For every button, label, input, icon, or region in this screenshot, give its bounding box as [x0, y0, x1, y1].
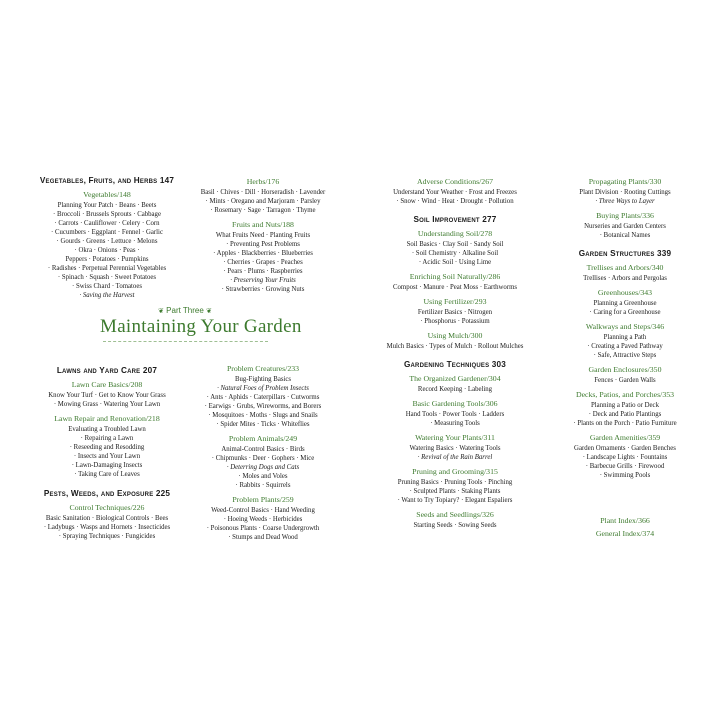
entry-line: · Broccoli · Brussels Sprouts · Cabbage [53, 211, 161, 218]
section-title: Greenhouses/343 [597, 288, 653, 297]
entry-line: · Mowing Grass · Watering Your Lawn [53, 401, 161, 408]
entry-line: Pruning Basics · Pruning Tools · Pinching [397, 479, 513, 486]
entry-line: · Apples · Blackberries · Blueberries [213, 250, 313, 257]
part-heading-title: Soil Improvement [413, 215, 480, 224]
section-title: Seeds and Seedlings/326 [416, 510, 494, 519]
entry-line: · Caring for a Greenhouse [589, 309, 661, 316]
entry-line: · Swimming Pools [599, 472, 651, 479]
entry-line: Nurseries and Garden Centers [584, 223, 666, 230]
section-title: Buying Plants/336 [596, 211, 654, 220]
entry-line: · Snow · Wind · Heat · Drought · Pollution [396, 198, 514, 205]
section-title: Walkways and Steps/346 [585, 322, 665, 331]
entry-line: · Stumps and Dead Wood [228, 534, 298, 541]
section-title: Basic Gardening Tools/306 [412, 399, 498, 408]
entry-line: Garden Ornaments · Garden Benches [574, 445, 676, 452]
entry-line: · Mints · Oregano and Marjoram · Parsley [205, 198, 321, 205]
entry-line: · Mosquitoes · Moths · Slugs and Snails [208, 412, 318, 419]
entry-line: · Landscape Lights · Fountains [582, 454, 668, 461]
entry-line: · Poisonous Plants · Coarse Undergrowth [206, 525, 320, 532]
entry-line: · Earwigs · Grubs, Wireworms, and Borers [204, 403, 322, 410]
part-heading-page: 225 [155, 489, 171, 498]
section-title: Using Fertilizer/293 [423, 297, 487, 306]
entry-line: Record Keeping · Labeling [417, 386, 493, 393]
entry-line: · Carrots · Cauliflower · Celery · Corn [54, 220, 160, 227]
entry-line: · Rosemary · Sage · Tarragon · Thyme [210, 207, 316, 214]
column-1-top [32, 172, 182, 300]
part-heading [32, 489, 182, 498]
entry-line: · Ladybugs · Wasps and Hornets · Insecticides [43, 524, 171, 531]
entry-line: · Spraying Techniques · Fungicides [58, 533, 156, 540]
entry-line: · Cucumbers · Eggplant · Fennel · Garlic [51, 229, 163, 236]
entry-line: · Ants · Aphids · Caterpillars · Cutworms [206, 394, 320, 401]
part-label-text: Part Three [166, 306, 204, 315]
entry-line: · Deck and Patio Plantings [588, 411, 662, 418]
section-title: Adverse Conditions/267 [416, 177, 494, 186]
entry-line: · Swiss Chard · Tomatoes [71, 283, 142, 290]
entry-line: · Spinach · Squash · Sweet Potatoes [57, 274, 157, 281]
entry-line: Understand Your Weather · Frost and Freezes [393, 189, 517, 196]
entry-line: Plant Division · Rooting Cuttings [579, 189, 671, 196]
entry-line: · Preserving Your Fruits [230, 277, 296, 284]
entry-line: · Insects and Your Lawn [73, 453, 141, 460]
entry-line: · Cherries · Grapes · Peaches [223, 259, 303, 266]
index-entry: General Index/374 [595, 529, 655, 538]
part-heading-title: Lawns and Yard Care [56, 366, 141, 375]
part-title-block [100, 306, 302, 342]
part-heading-title: Garden Structures [578, 249, 655, 258]
entry-line: · Taking Care of Leaves [74, 471, 140, 478]
entry-line: Bug-Fighting Basics [234, 376, 292, 383]
section-title: Problem Creatures/233 [226, 364, 300, 373]
entry-line: · Lawn-Damaging Insects [71, 462, 143, 469]
part-label [100, 306, 270, 315]
entry-line: Planning a Greenhouse [593, 300, 657, 307]
section-title: Problem Animals/249 [228, 434, 298, 443]
entry-line: Fences · Garden Walls [594, 377, 656, 384]
entry-line: · Radishes · Perpetual Perennial Vegetables [47, 265, 167, 272]
section-title: Propagating Plants/330 [588, 177, 662, 186]
part-heading [32, 176, 182, 185]
entry-line: Trellises · Arbors and Pergolas [583, 275, 667, 282]
entry-line: Hand Tools · Power Tools · Ladders [405, 411, 505, 418]
entry-line: · Strawberries · Growing Nuts [221, 286, 305, 293]
entry-line: Weed-Control Basics · Hand Weeding [211, 507, 315, 514]
entry-line: · Safe, Attractive Steps [593, 352, 657, 359]
entry-line: · Gourds · Greens · Lettuce · Melons [56, 238, 158, 245]
section-title: Decks, Patios, and Porches/353 [575, 390, 675, 399]
section-title: Control Techniques/226 [69, 503, 145, 512]
section-title: Fruits and Nuts/188 [232, 220, 294, 229]
index-list [551, 514, 699, 542]
part-heading [370, 215, 540, 224]
section-title: Garden Enclosures/350 [588, 365, 662, 374]
part-heading-page: 339 [657, 249, 672, 258]
entry-line: · Hoeing Weeds · Herbicides [223, 516, 303, 523]
entry-line: · Okra · Onions · Peas · [74, 247, 140, 254]
entry-line: Planning Your Patch · Beans · Beets [57, 202, 157, 209]
column-3 [370, 172, 540, 530]
ornament-right-icon: ❦ [206, 308, 212, 315]
entry-line: · Saving the Harvest [79, 292, 135, 299]
part-heading-title: Gardening Techniques [403, 360, 490, 369]
entry-line: · Rabbits · Squirrels [235, 482, 291, 489]
part-heading [32, 366, 182, 375]
section-title: Herbs/176 [246, 177, 280, 186]
entry-line: · Chipmunks · Deer · Gophers · Mice [211, 455, 315, 462]
entry-line: Know Your Turf · Get to Know Your Grass [48, 392, 166, 399]
section-title: Trellises and Arbors/340 [586, 263, 664, 272]
entry-line: · Revival of the Rain Barrel [417, 454, 493, 461]
entry-line: · Three Ways to Layer [595, 198, 655, 205]
entry-line: · Soil Chemistry · Alkaline Soil [411, 250, 499, 257]
entry-line: · Barbecue Grills · Firewood [585, 463, 665, 470]
section-title: Using Mulch/300 [427, 331, 483, 340]
entry-line: Planning a Path [603, 334, 647, 341]
part-heading-title: Pests, Weeds, and Exposure [43, 489, 154, 498]
section-title: Watering Your Plants/311 [415, 433, 495, 442]
column-2-top [188, 172, 338, 294]
title-rule [103, 341, 268, 342]
entry-line: What Fruits Need · Planting Fruits [215, 232, 311, 239]
entry-line: · Moles and Voles [238, 473, 288, 480]
entry-line: Planning a Patio or Deck [591, 402, 659, 409]
section-title: Understanding Soil/278 [417, 229, 493, 238]
section-title: The Organized Gardener/304 [409, 374, 501, 383]
section-title: Pruning and Grooming/315 [412, 467, 498, 476]
entry-line: Watering Basics · Watering Tools [409, 445, 501, 452]
entry-line: Fertilizer Basics · Nitrogen [417, 309, 493, 316]
entry-line: Basic Sanitation · Biological Controls · Bees [45, 515, 169, 522]
section-title: Vegetables/148 [83, 190, 131, 199]
ornament-left-icon: ❦ [158, 308, 164, 315]
entry-line: · Preventing Pest Problems [226, 241, 300, 248]
part-heading-title: Vegetables, Fruits, and Herbs [39, 176, 158, 185]
part-heading-page: 303 [491, 360, 507, 369]
entry-line: · Want to Try Topiary? · Elegant Espaliers [397, 497, 513, 504]
entry-line: · Botanical Names [599, 232, 651, 239]
entry-line: · Phosphorus · Potassium [420, 318, 490, 325]
entry-line: · Reseeding and Resodding [69, 444, 145, 451]
entry-line: Soil Basics · Clay Soil · Sandy Soil [406, 241, 504, 248]
column-4 [551, 172, 699, 480]
part-heading [551, 249, 699, 258]
entry-line: Starting Seeds · Sowing Seeds [413, 522, 497, 529]
entry-line: Peppers · Potatoes · Pumpkins [65, 256, 149, 263]
entry-line: · Pears · Plums · Raspberries [223, 268, 303, 275]
index-entry: Plant Index/366 [600, 516, 650, 525]
entry-line: · Natural Foes of Problem Insects [217, 385, 309, 392]
main-title: Maintaining Your Garden [100, 316, 302, 337]
section-title: Lawn Repair and Renovation/218 [54, 414, 160, 423]
entry-line: · Repairing a Lawn [80, 435, 134, 442]
entry-line: · Spider Mites · Ticks · Whiteflies [216, 421, 310, 428]
part-heading-page: 147 [159, 176, 175, 185]
part-heading-page: 207 [142, 366, 158, 375]
entry-line: · Deterring Dogs and Cats [226, 464, 300, 471]
entry-line: · Measuring Tools [430, 420, 480, 427]
entry-line: Evaluating a Troubled Lawn [68, 426, 146, 433]
section-title: Enriching Soil Naturally/286 [409, 272, 501, 281]
section-title: Garden Amenities/359 [589, 433, 661, 442]
entry-line: Mulch Basics · Types of Mulch · Rollout Mulches [386, 343, 524, 350]
column-2-bottom [188, 359, 338, 542]
entry-line: Basil · Chives · Dill · Horseradish · Lavender [200, 189, 326, 196]
column-1-bottom [32, 362, 182, 541]
entry-line: Compost · Manure · Peat Moss · Earthworms [392, 284, 518, 291]
section-title: Lawn Care Basics/208 [71, 380, 143, 389]
entry-line: · Acidic Soil · Using Lime [418, 259, 492, 266]
entry-line: Animal-Control Basics · Birds [221, 446, 305, 453]
entry-line: · Plants on the Porch · Patio Furniture [573, 420, 677, 427]
section-title: Problem Plants/259 [232, 495, 294, 504]
entry-line: · Creating a Paved Pathway [587, 343, 663, 350]
part-heading [370, 360, 540, 369]
part-heading-page: 277 [482, 215, 497, 224]
entry-line: · Sculpted Plants · Staking Plants [409, 488, 501, 495]
